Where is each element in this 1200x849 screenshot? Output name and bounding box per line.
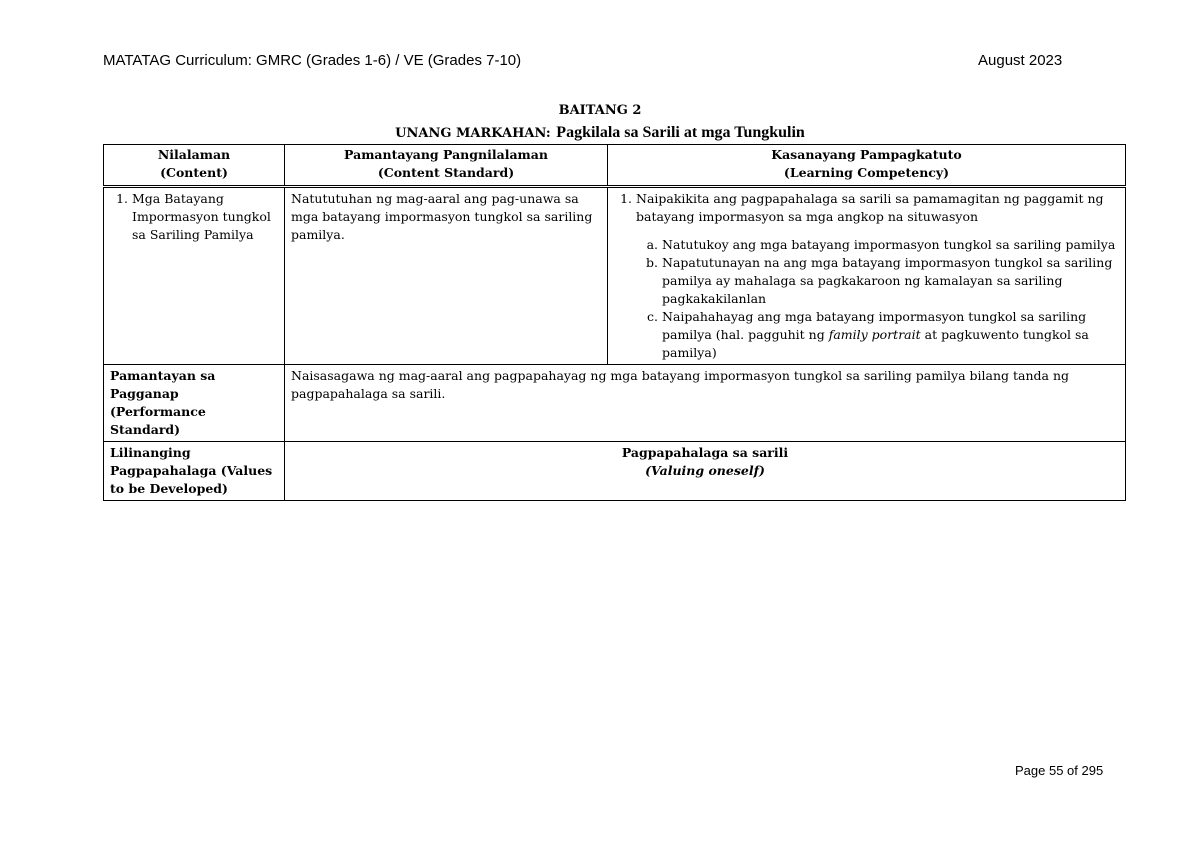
content-row bbox=[104, 187, 1126, 365]
performance-standard-row bbox=[104, 365, 1126, 442]
header-content-standard: Pamantayang Pangnilalaman (Content Standard) bbox=[285, 145, 608, 187]
value-name-english: (Valuing oneself) bbox=[645, 463, 765, 478]
page-number: Page 55 of 295 bbox=[1015, 763, 1104, 778]
grade-title: BAITANG 2 bbox=[558, 103, 642, 118]
quarter-label: UNANG MARKAHAN: bbox=[395, 126, 551, 141]
header-content: Nilalaman (Content) bbox=[104, 145, 285, 187]
performance-standard-label: Pamantayan sa Pagganap (Performance Standard) bbox=[104, 365, 285, 442]
performance-standard-text: Naisasagawa ng mag-aaral ang pagpapahayag ng mga batayang impormasyon tungkol sa sariling pamilya bilang tanda ng pagpapahalaga sa sarili. bbox=[285, 365, 1126, 442]
document-header-date: August 2023 bbox=[978, 52, 1063, 69]
document-header-title: MATATAG Curriculum: GMRC (Grades 1-6) / VE (Grades 7-10) bbox=[103, 52, 522, 69]
values-row bbox=[104, 442, 1126, 501]
curriculum-table bbox=[103, 144, 1126, 501]
values-label: Lilinanging Pagpapahalaga (Values to be Developed) bbox=[104, 442, 285, 501]
competency-item: 1. Naipakikita ang pagpapahalaga sa sarili sa pamamagitan ng paggamit ng batayang impormasyon sa mga angkop na situwasyon a. Natutukoy ang mga batayang impormasyon tungkol sa sariling pamilya b. Napatutunayan na ang mga batayang impormasyon tungkol sa sariling pamilya ay mahalaga sa pagkakaroon ng kamalayan sa sariling pagkakakilanlan c. Naipahahayag ang mga batayang impormasyon tungkol sa sariling pamilya (hal. pagguhit ng family portrait at pagkuwento tungkol sa pamilya) bbox=[636, 190, 1119, 362]
header-learning-competency: Kasanayang Pampagkatuto (Learning Competency) bbox=[608, 145, 1126, 187]
table-header-row bbox=[104, 145, 1126, 187]
quarter-title: Pagkilala sa Sarili at mga Tungkulin bbox=[556, 124, 805, 141]
competency-sub-a: a. Natutukoy ang mga batayang impormasyon tungkol sa sariling pamilya bbox=[662, 236, 1119, 254]
value-name: Pagpapahalaga sa sarili bbox=[621, 445, 789, 460]
content-cell bbox=[104, 187, 285, 365]
competency-sub-b: b. Napatutunayan na ang mga batayang impormasyon tungkol sa sariling pamilya ay mahalaga sa pagkakaroon ng kamalayan sa sariling pagkakakilanlan bbox=[662, 254, 1119, 308]
competency-cell bbox=[608, 187, 1126, 365]
competency-sub-c: c. Naipahahayag ang mga batayang impormasyon tungkol sa sariling pamilya (hal. pagguhit ng family portrait at pagkuwento tungkol sa pamilya) bbox=[662, 308, 1119, 362]
quarter-heading bbox=[0, 122, 1200, 142]
content-item: 1. Mga Batayang Impormasyon tungkol sa Sariling Pamilya bbox=[132, 190, 278, 244]
content-standard-cell: Natututuhan ng mag-aaral ang pag-unawa sa mga batayang impormasyon tungkol sa sariling pamilya. bbox=[285, 187, 608, 365]
values-cell bbox=[285, 442, 1126, 501]
